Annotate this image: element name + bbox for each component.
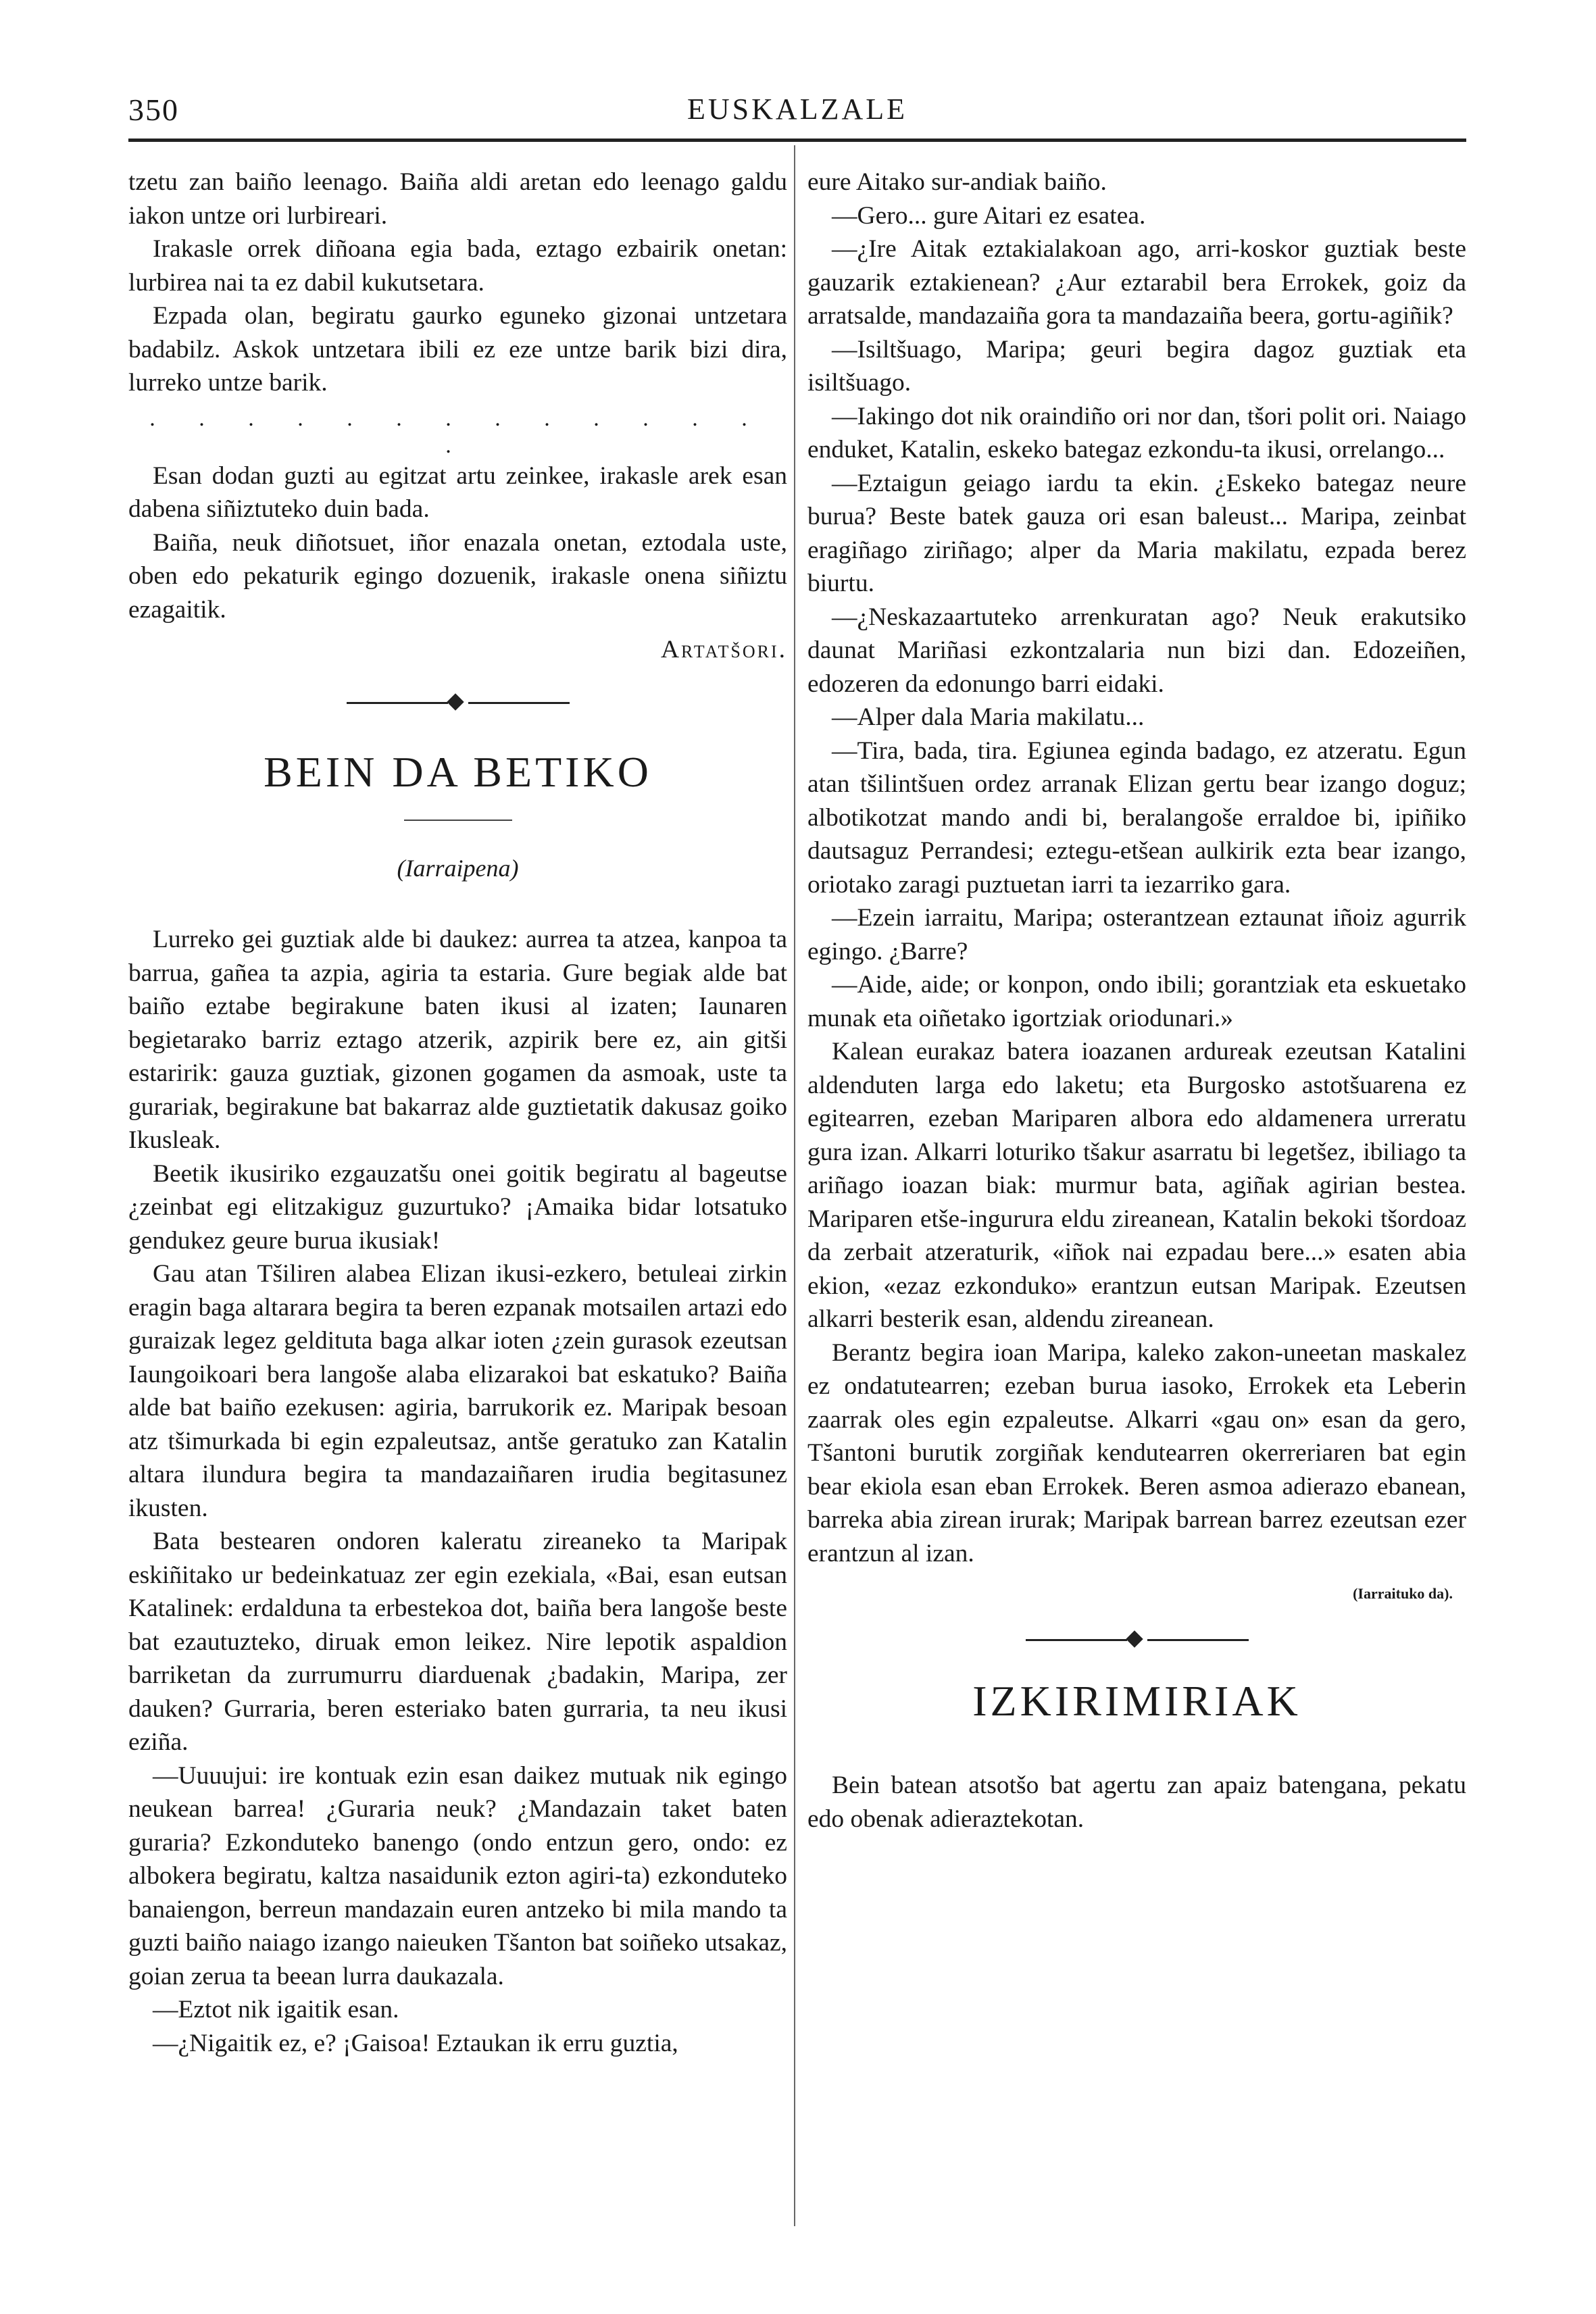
- ornament-divider: [347, 695, 570, 710]
- ornament-divider: [1026, 1632, 1249, 1647]
- paragraph: —¿Ire Aitak eztakialakoan ago, arri-koskor guztiak beste gauzarik eztakienean? ¿Aur eztarabil bera Errokek, goiz da arratsalde, mandazaiña gora ta mandazaiña beera, gortu-agiñik?: [807, 235, 1466, 330]
- page-header: [128, 86, 1466, 134]
- paragraph: —¿Nigaitik ez, e? ¡Gaisoa! Eztaukan ik erru guztia,: [153, 2029, 678, 2057]
- paragraph: —Tira, bada, tira. Egiunea eginda badago, ez atzeratu. Egun atan tšilintšuen ordez arranak Elizan gertu bear izango doguz; albotikotzat mando andi bi, beralangoše erraldoe bi, ipiñiko dautsaguz Perrandesi; eztegu-etšean aulkirik ezta bear izango, oriotako zaragi puztuetan iarri ta iezarriko gara.: [807, 736, 1466, 899]
- article-subtitle: (Iarraipena): [397, 854, 519, 882]
- paragraph: Bata bestearen ondoren kaleratu zireaneko ta Maripak eskiñitako ur bedeinkatuaz zer egin ezekiala, «Bai, esan eutsan Katalinek: erdalduna ta erbestekoa dot, baiña bera langoše beste bat ezautuzteko, diruak emon leikez. Nire lepotik aspaldion barriketan da zurrumurru diarduenak ¿badakin, Maripa, zer dauken? Gurraria, beren esteriako baten gurraria, ta neu ikusi eziña.: [128, 1528, 787, 1756]
- section-title: IZKIRIMIRIAK: [972, 1677, 1301, 1725]
- page-number: 350: [128, 93, 179, 127]
- paragraph: Baiña, neuk diñotsuet, iñor enazala onetan, eztodala uste, oben edo pekaturik egingo dozuenik, irakasle onena siñiztu ezagaitik.: [128, 528, 787, 624]
- paragraph: —Ezein iarraitu, Maripa; osterantzean eztaunat iñoiz agurrik egingo. ¿Barre?: [807, 904, 1466, 965]
- paragraph: Irakasle orrek diñoana egia bada, eztago ezbairik onetan: lurbirea nai ta ez dabil kukutsetara.: [128, 235, 787, 297]
- paragraph: —Uuuujui: ire kontuak ezin esan daikez mutuak nik egingo neukean barrea! ¿Guraria neuk? ¿Mandazain taket baten guraria? Ezkonduteko banengo (ondo entzun gero, ondo: ez albokera begiratu, kaltza nasaidunik ezton agiri-ta) ezkonduteko banaiengon, berreun mandazain euren antzeko bi mila mando ta guzti baiño naiago izango naieuken Tšanton bat soiñeko utsakaz, goian zerua ta beean lurra daukazala.: [128, 1761, 787, 1990]
- paragraph: —Eztot nik igaitik esan.: [153, 1996, 399, 2023]
- left-column: [128, 166, 787, 2060]
- paragraph: —Gero... gure Aitari ez esatea.: [832, 201, 1146, 230]
- paragraph: —Eztaigun geiago iardu ta ekin. ¿Eskeko bategaz neure burua? Beste batek gauza ori esan baleust... Maripa, zeinbat eragiñago ziriñago; alper da Maria makilatu, ezpada berez biurtu.: [807, 469, 1466, 597]
- paragraph: —Alper dala Maria makilatu...: [832, 703, 1145, 731]
- continued-note: (Iarraituko da).: [1353, 1585, 1453, 1602]
- title-rule: [404, 820, 512, 821]
- paragraph: Ezpada olan, begiratu gaurko eguneko gizonai untzetara badabilz. Askok untzetara ibili ez eze untze barik bizi dira, lurreko untze barik.: [128, 302, 787, 397]
- header-rule: [128, 139, 1466, 142]
- paragraph: eure Aitako sur-andiak baiño.: [807, 168, 1107, 196]
- paragraph: —Aide, aide; or konpon, ondo ibili; gorantziak eta eskuetako munak eta oiñetako igortziak oriodunari.»: [807, 971, 1466, 1032]
- column-divider: [794, 145, 795, 2226]
- paragraph: Berantz begira ioan Maripa, kaleko zakon-uneetan maskalez ez ondatutearren; ezeban burua iasoko, Errokek eta Leberin zaarrak oles egin ezpaleutse. Alkarri «gau on» esan da gero, Tšantoni burutik zorgiñak kendutearren okerreriaren bat egin bear ekiola esan eban Errokek. Beren asmoa adierazo ebanean, barreka abia zirean irurak; Maripak barrean barrez ezeutsan ezer erantzun al izan.: [807, 1338, 1466, 1567]
- right-column: [807, 166, 1466, 1836]
- paragraph: Bein batean atsotšo bat agertu zan apaiz batengana, pekatu edo obenak adieraztekotan.: [807, 1771, 1466, 1833]
- paragraph: Kalean eurakaz batera ioazanen ardureak ezeutsan Katalini aldenduten larga edo laketu; eta Burgosko astotšuarena ez egitearren, ezeban Mariparen albora edo aldamenera urreratu gura izan. Alkarri loturiko tšakur asarratu bi legetšez, ibiliago ta ariñago ioazan biak: murmur bata, agiñak agirian bestea. Mariparen etše-ingurura eldu zireanean, Katalin bekoki tšordoaz da zerbait atzeraturik, «iñok nai ezpadau bere...» esaten abia ekion, «ezaz ezkonduko» erantzun eutsan Maripak. Ezeutsen alkarri besterik esan, aldendu zireanean.: [807, 1038, 1466, 1333]
- paragraph: Gau atan Tšiliren alabea Elizan ikusi-ezkero, betuleai zirkin eragin baga altarara begira ta beren ezpanak motsailen artazi edo guraizak legez geldituta baga alkar ioten ¿zein gurasok ezeutsan Iaungoikoari bera langoše alaba elizarakoi bat eskatuko? Baiña alde bat baiño ezekusen: agiria, barrukorik ez. Maripak besoan atz tšimurkada bi egin ezpaleutsaz, antše geratuko zan Katalin altara ilundura begira ta mandazaiñaren irudia begitasunez ikusten.: [128, 1260, 787, 1522]
- running-title: EUSKALZALE: [687, 93, 907, 126]
- paragraph: tzetu zan baiño leenago. Baiña aldi aretan edo leenago galdu iakon untze ori lurbireari.: [128, 168, 787, 230]
- paragraph: —Isiltšuago, Maripa; geuri begira dagoz guztiak eta isiltšuago.: [807, 335, 1466, 397]
- paragraph: —Iakingo dot nik oraindiño ori nor dan, tšori polit ori. Naiago enduket, Katalin, eskeko bategaz ezkondu-ta ikusi, orrelango...: [807, 402, 1466, 463]
- paragraph: Beetik ikusiriko ezgauzatšu onei goitik begiratu al bageutse ¿zeinbat egi elitzakiguz guzurtuko? ¡Amaika bidar lotsatuko gendukez geure burua ikusiak!: [128, 1159, 787, 1255]
- paragraph: —¿Neskazaartuteko arrenkuratan ago? Neuk erakutsiko daunat Mariñasi ezkontzalaria nun bizi dan. Edozeiñen, edozeren da edonungo barri eidaki.: [807, 603, 1466, 698]
- paragraph: Esan dodan guzti au egitzat artu zeinkee, irakasle arek esan dabena siñiztuteko duin bada.: [128, 461, 787, 523]
- author-signature: Artatšori.: [660, 636, 787, 663]
- section-dots: . . . . . . . . . . . . . .: [149, 405, 766, 458]
- paragraph: Lurreko gei guztiak alde bi daukez: aurrea ta atzea, kanpoa ta barrua, gañea ta azpia, agiria ta estaria. Gure begiak alde bat baiño eztabe begirakune baten ikusi al izaten; Iaunaren begietarako barriz eztago atzerik, azpirik bere ez, ain gitši estaririk: gauza guztiak, gizonen gogamen da asmoak, uste ta gurariak, begirakune bat bakarraz alde guztietatik dakusaz goiko Ikusleak.: [128, 926, 787, 1154]
- article-title: BEIN DA BETIKO: [264, 747, 652, 796]
